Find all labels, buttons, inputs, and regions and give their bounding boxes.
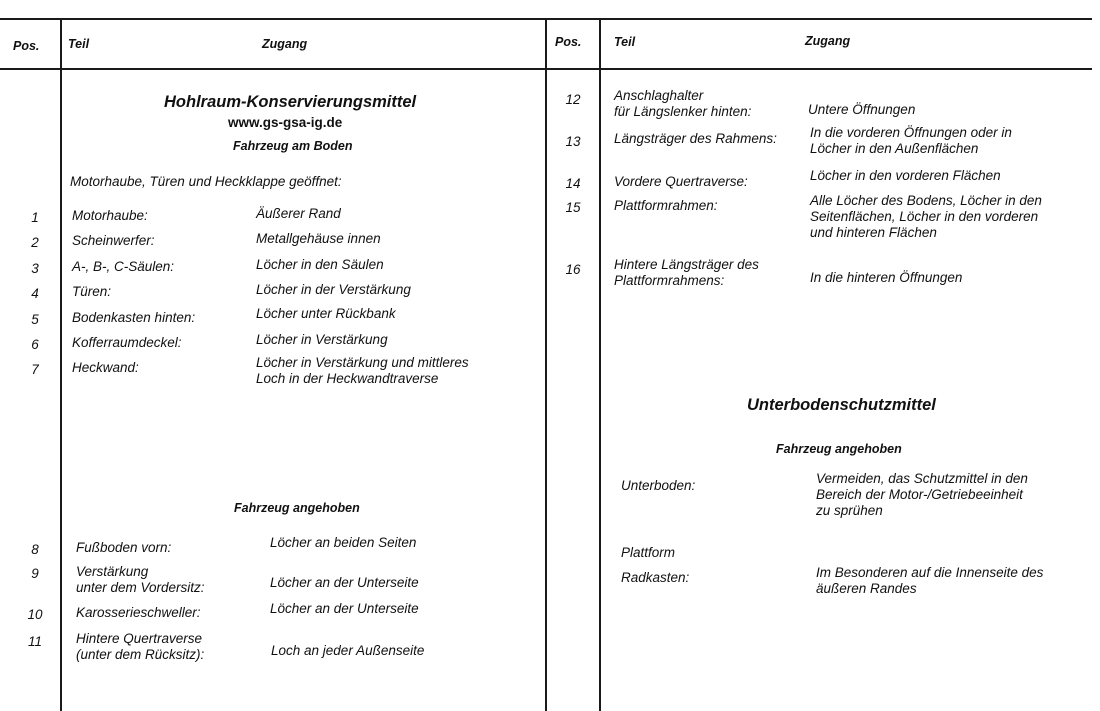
row-4-zugang: Löcher in der Verstärkung — [256, 282, 411, 297]
section-ground: Fahrzeug am Boden — [233, 139, 353, 153]
row-16-teil: Hintere Längsträger des Plattformrahmens: — [614, 257, 759, 288]
row-14-pos: 14 — [565, 176, 581, 191]
row-13-pos: 13 — [565, 134, 581, 149]
row-15-teil: Plattformrahmen: — [614, 198, 718, 213]
row-14-teil: Vordere Quertraverse: — [614, 174, 748, 189]
row-6-teil: Kofferraumdeckel: — [72, 335, 182, 350]
under-row-3-zugang: Im Besonderen auf die Innenseite des äußeren Randes — [816, 565, 1044, 596]
row-2-pos: 2 — [31, 235, 39, 250]
row-2-zugang: Metallgehäuse innen — [256, 231, 381, 246]
intro-text: Motorhaube, Türen und Heckklappe geöffnet: — [70, 174, 342, 189]
row-1-zugang: Äußerer Rand — [256, 206, 341, 221]
header-teil-right: Teil — [614, 35, 636, 49]
row-15-pos: 15 — [565, 200, 581, 215]
row-10-teil: Karosserieschweller: — [76, 605, 201, 620]
row-5-teil: Bodenkasten hinten: — [72, 310, 196, 325]
row-1-teil: Motorhaube: — [72, 208, 148, 223]
row-11-pos: 11 — [27, 634, 42, 649]
row-11-zugang: Loch an jeder Außenseite — [271, 643, 425, 658]
row-5-zugang: Löcher unter Rückbank — [256, 306, 396, 321]
row-15-zugang: Alle Löcher des Bodens, Löcher in den Seitenflächen, Löcher in den vorderen und hinteren Flächen — [810, 193, 1042, 240]
row-1-pos: 1 — [31, 210, 39, 225]
header-pos-left: Pos. — [13, 39, 40, 53]
row-13-zugang: In die vorderen Öffnungen oder in Löcher in den Außenflächen — [810, 125, 1012, 156]
row-3-zugang: Löcher in den Säulen — [256, 257, 384, 272]
left-title: Hohlraum-Konservierungsmittel — [164, 93, 417, 111]
right-title: Unterbodenschutzmittel — [747, 396, 936, 414]
header-zugang-left: Zugang — [262, 37, 308, 51]
row-10-zugang: Löcher an der Unterseite — [270, 601, 419, 616]
row-4-pos: 4 — [31, 286, 39, 301]
header-teil-left: Teil — [68, 37, 90, 51]
row-12-pos: 12 — [565, 92, 581, 107]
row-3-teil: A-, B-, C-Säulen: — [72, 259, 175, 274]
row-8-pos: 8 — [31, 542, 39, 557]
section-raised-right: Fahrzeug angehoben — [776, 442, 902, 456]
row-7-teil: Heckwand: — [72, 360, 139, 375]
under-row-1-teil: Unterboden: — [621, 478, 696, 493]
row-16-pos: 16 — [565, 262, 581, 277]
left-url: www.gs-gsa-ig.de — [228, 115, 343, 130]
center-divider — [545, 18, 547, 711]
section-raised-left: Fahrzeug angehoben — [234, 501, 360, 515]
under-row-1-zugang: Vermeiden, das Schutzmittel in den Bereich der Motor-/Getriebeeinheit zu sprühen — [816, 471, 1028, 518]
row-14-zugang: Löcher in den vorderen Flächen — [810, 168, 1001, 183]
header-zugang-right: Zugang — [805, 34, 851, 48]
row-9-zugang: Löcher an der Unterseite — [270, 575, 419, 590]
row-5-pos: 5 — [31, 312, 39, 327]
header-pos-right: Pos. — [555, 35, 582, 49]
row-9-pos: 9 — [31, 566, 39, 581]
under-row-2-teil: Plattform — [621, 545, 676, 560]
row-13-teil: Längsträger des Rahmens: — [614, 131, 777, 146]
row-9-teil: Verstärkung unter dem Vordersitz: — [76, 564, 205, 595]
row-7-zugang: Löcher in Verstärkung und mittleres Loch in der Heckwandtraverse — [256, 355, 469, 386]
row-16-zugang: In die hinteren Öffnungen — [810, 270, 963, 285]
row-3-pos: 3 — [31, 261, 39, 276]
row-4-teil: Türen: — [72, 284, 112, 299]
row-6-pos: 6 — [31, 337, 39, 352]
row-2-teil: Scheinwerfer: — [72, 233, 155, 248]
row-6-zugang: Löcher in Verstärkung — [256, 332, 388, 347]
row-11-teil: Hintere Quertraverse (unter dem Rücksitz): — [76, 631, 205, 662]
row-10-pos: 10 — [27, 607, 43, 622]
row-7-pos: 7 — [31, 362, 39, 377]
left-pos-divider — [60, 18, 62, 711]
row-12-zugang: Untere Öffnungen — [808, 102, 916, 117]
row-8-teil: Fußboden vorn: — [76, 540, 172, 555]
right-pos-divider — [599, 18, 601, 711]
under-row-3-teil: Radkasten: — [621, 570, 690, 585]
row-8-zugang: Löcher an beiden Seiten — [270, 535, 417, 550]
row-12-teil: Anschlaghalter für Längslenker hinten: — [614, 88, 752, 119]
